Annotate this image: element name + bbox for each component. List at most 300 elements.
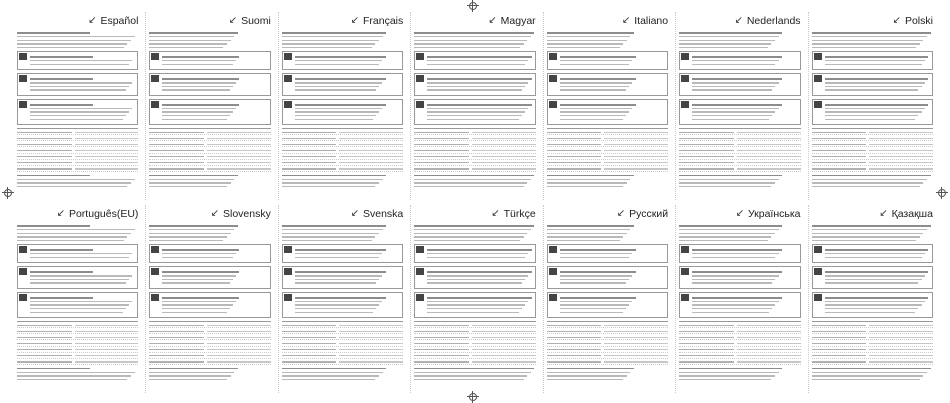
text-line (825, 275, 925, 276)
table-cell (547, 168, 602, 170)
step-marker-icon (19, 101, 27, 108)
table-cell (149, 138, 204, 140)
table-cell (75, 343, 139, 345)
step-marker-icon (681, 268, 689, 275)
text-line (692, 297, 782, 299)
text-line (427, 282, 522, 283)
table-cell (17, 162, 72, 164)
table-cell (737, 349, 801, 351)
text-line (162, 115, 229, 116)
text-line (30, 115, 126, 116)
step-marker-icon (19, 294, 27, 301)
text-line (149, 186, 227, 187)
table-cell (547, 349, 602, 351)
text-line (414, 372, 531, 373)
text-line (30, 111, 129, 112)
table-cell (547, 331, 602, 333)
text-line (427, 253, 528, 254)
registration-mark (467, 0, 479, 12)
text-line (812, 229, 927, 230)
text-line (679, 175, 782, 177)
table-cell (812, 132, 867, 134)
table-cell (737, 132, 801, 134)
text-line (282, 372, 383, 373)
text-line (812, 240, 916, 241)
text-line (812, 368, 931, 370)
table-cell (17, 337, 72, 339)
spec-table (547, 321, 668, 365)
table-row (547, 166, 668, 172)
table-cell (75, 138, 139, 140)
table-cell (812, 349, 867, 351)
table-cell (17, 325, 72, 327)
instruction-box (149, 99, 270, 125)
text-line (427, 115, 522, 116)
step-marker-icon (151, 101, 159, 108)
table-cell (547, 144, 602, 146)
text-line (679, 240, 768, 241)
top-language-row (14, 12, 936, 200)
table-cell (547, 355, 602, 357)
fine-print-text (149, 32, 270, 187)
text-line (149, 236, 227, 237)
language-header (812, 12, 933, 30)
table-cell (869, 355, 933, 357)
instruction-box (17, 292, 138, 318)
text-line (149, 379, 227, 380)
text-line (560, 297, 636, 299)
text-line (692, 249, 782, 251)
text-line (162, 279, 233, 280)
registration-mark (936, 187, 948, 199)
language-title: Nederlands (746, 15, 801, 27)
text-line (812, 179, 927, 180)
table-cell (17, 355, 72, 357)
instruction-box (679, 266, 800, 289)
table-cell (812, 355, 867, 357)
table-row (282, 166, 403, 172)
step-marker-icon (284, 294, 292, 301)
text-line (414, 32, 534, 34)
text-line (295, 271, 386, 273)
text-line (30, 82, 132, 83)
table-cell (75, 325, 139, 327)
language-header (149, 12, 270, 30)
instruction-box (282, 99, 403, 125)
spec-table (17, 321, 138, 365)
table-cell (339, 325, 403, 327)
table-cell (679, 132, 734, 134)
text-line (560, 119, 623, 120)
text-line (149, 175, 238, 177)
step-marker-icon (416, 268, 424, 275)
instruction-box (149, 51, 270, 70)
text-line (679, 47, 768, 48)
text-line (692, 56, 782, 58)
step-marker-icon (19, 246, 27, 253)
text-line (825, 60, 925, 61)
language-title: Português(EU) (68, 208, 139, 220)
text-line (547, 375, 627, 376)
step-marker-icon (549, 246, 557, 253)
table-row (679, 359, 800, 365)
language-title: Français (363, 15, 404, 27)
table-cell (812, 343, 867, 345)
text-line (825, 257, 922, 258)
text-line (679, 43, 771, 44)
text-line (295, 301, 383, 302)
text-line (825, 119, 916, 120)
table-cell (149, 150, 204, 152)
instruction-box (679, 51, 800, 70)
language-column (410, 205, 538, 393)
text-line (414, 225, 534, 227)
text-line (162, 257, 233, 258)
table-cell (414, 162, 469, 164)
table-cell (604, 156, 668, 158)
step-marker-icon (284, 75, 292, 82)
text-line (149, 43, 227, 44)
table-cell (547, 343, 602, 345)
table-cell (149, 361, 204, 363)
language-header (17, 205, 138, 223)
language-column (278, 12, 406, 200)
fine-print-text (149, 225, 270, 380)
text-line (295, 111, 379, 112)
table-row (812, 166, 933, 172)
arrow-northwest-icon: ↙ (621, 15, 631, 26)
language-header (149, 205, 270, 223)
text-line (547, 32, 634, 34)
table-cell (339, 138, 403, 140)
text-line (825, 82, 925, 83)
spec-table (282, 128, 403, 172)
instruction-box (282, 266, 403, 289)
table-cell (339, 150, 403, 152)
step-marker-icon (549, 101, 557, 108)
text-line (825, 304, 922, 305)
table-cell (207, 361, 271, 363)
table-cell (339, 168, 403, 170)
text-line (162, 82, 236, 83)
table-cell (472, 361, 536, 363)
text-line (560, 111, 630, 112)
step-marker-icon (19, 75, 27, 82)
text-line (149, 368, 238, 370)
language-column (808, 205, 936, 393)
fine-print-text (679, 32, 800, 187)
language-header (414, 12, 535, 30)
fine-print-text (812, 32, 933, 187)
arrow-northwest-icon: ↙ (210, 208, 219, 219)
text-line (162, 253, 236, 254)
text-line (17, 40, 131, 41)
table-cell (75, 355, 139, 357)
text-line (825, 108, 925, 109)
text-line (825, 249, 928, 251)
table-cell (414, 168, 469, 170)
table-cell (812, 337, 867, 339)
text-line (427, 257, 525, 258)
text-line (282, 47, 372, 48)
instruction-box (414, 244, 535, 263)
text-line (679, 36, 779, 37)
table-cell (869, 361, 933, 363)
text-line (17, 43, 127, 44)
text-line (692, 257, 775, 258)
table-cell (679, 343, 734, 345)
text-line (17, 375, 131, 376)
step-marker-icon (814, 101, 822, 108)
spec-table (812, 321, 933, 365)
language-title: Slovensky (222, 208, 271, 220)
text-line (692, 60, 778, 61)
language-column (808, 12, 936, 200)
table-cell (679, 325, 734, 327)
instruction-box (547, 73, 668, 96)
instruction-box (282, 292, 403, 318)
text-line (162, 60, 236, 61)
language-header (679, 12, 800, 30)
text-line (30, 304, 129, 305)
instruction-box (17, 99, 138, 125)
text-line (162, 108, 236, 109)
text-line (162, 249, 239, 251)
table-cell (414, 150, 469, 152)
text-line (427, 249, 531, 251)
spec-table (414, 321, 535, 365)
language-column (145, 12, 273, 200)
text-line (427, 308, 522, 309)
table-cell (679, 162, 734, 164)
table-cell (812, 361, 867, 363)
text-line (560, 308, 626, 309)
text-line (295, 82, 383, 83)
text-line (149, 47, 223, 48)
table-cell (869, 331, 933, 333)
table-cell (149, 349, 204, 351)
text-line (560, 282, 626, 283)
fine-print-text (414, 225, 535, 380)
text-line (812, 379, 920, 380)
table-row (414, 166, 535, 172)
text-line (162, 104, 239, 106)
table-cell (282, 138, 337, 140)
table-cell (737, 138, 801, 140)
text-line (295, 275, 383, 276)
table-cell (547, 162, 602, 164)
text-line (427, 304, 525, 305)
text-line (692, 89, 772, 90)
text-line (162, 301, 236, 302)
text-line (414, 229, 531, 230)
text-line (162, 86, 233, 87)
text-line (692, 104, 782, 106)
text-line (295, 104, 386, 106)
table-cell (149, 337, 204, 339)
step-marker-icon (416, 101, 424, 108)
text-line (679, 182, 775, 183)
language-column (675, 12, 803, 200)
language-title: Italiano (634, 15, 669, 27)
text-line (414, 236, 523, 237)
instruction-box (414, 292, 535, 318)
step-marker-icon (681, 75, 689, 82)
table-cell (472, 138, 536, 140)
table-cell (207, 349, 271, 351)
text-line (282, 43, 375, 44)
table-cell (812, 168, 867, 170)
text-line (282, 36, 383, 37)
text-line (282, 32, 386, 34)
table-cell (472, 168, 536, 170)
step-marker-icon (151, 294, 159, 301)
table-cell (604, 162, 668, 164)
text-line (560, 78, 636, 80)
instruction-box (812, 244, 933, 263)
language-title: Suomi (241, 15, 271, 27)
language-column (543, 12, 671, 200)
fine-print-text (547, 225, 668, 380)
text-line (149, 40, 230, 41)
table-cell (339, 162, 403, 164)
table-cell (737, 168, 801, 170)
text-line (427, 108, 528, 109)
text-line (812, 32, 931, 34)
text-line (812, 186, 920, 187)
table-cell (812, 162, 867, 164)
text-line (692, 82, 778, 83)
text-line (162, 297, 239, 299)
language-header (414, 205, 535, 223)
text-line (30, 312, 123, 313)
table-cell (737, 361, 801, 363)
text-line (30, 297, 93, 299)
step-marker-icon (814, 75, 822, 82)
language-column (543, 205, 671, 393)
step-marker-icon (814, 246, 822, 253)
instruction-box (414, 51, 535, 70)
table-cell (869, 144, 933, 146)
text-line (825, 89, 919, 90)
table-cell (812, 150, 867, 152)
step-marker-icon (151, 75, 159, 82)
text-line (812, 375, 924, 376)
text-line (812, 43, 920, 44)
text-line (162, 304, 233, 305)
text-line (149, 32, 238, 34)
arrow-northwest-icon: ↙ (88, 15, 97, 26)
language-column (14, 205, 141, 393)
language-title: Magyar (500, 15, 536, 27)
step-marker-icon (416, 294, 424, 301)
language-title: Español (100, 15, 139, 27)
table-cell (547, 138, 602, 140)
text-line (282, 40, 379, 41)
text-line (560, 60, 633, 61)
text-line (812, 236, 920, 237)
text-line (30, 271, 93, 273)
text-line (692, 108, 778, 109)
table-cell (17, 132, 72, 134)
text-line (547, 47, 620, 48)
instruction-box (547, 99, 668, 125)
text-line (825, 56, 928, 58)
instruction-box (17, 73, 138, 96)
table-cell (472, 355, 536, 357)
table-row (414, 359, 535, 365)
table-cell (547, 132, 602, 134)
instruction-box (149, 292, 270, 318)
table-cell (414, 132, 469, 134)
text-line (560, 279, 630, 280)
step-marker-icon (416, 53, 424, 60)
text-line (679, 372, 779, 373)
step-marker-icon (19, 268, 27, 275)
text-line (825, 297, 928, 299)
text-line (149, 372, 234, 373)
text-line (17, 379, 127, 380)
text-line (282, 379, 375, 380)
table-cell (869, 349, 933, 351)
table-cell (17, 343, 72, 345)
text-line (692, 271, 782, 273)
spec-table (149, 321, 270, 365)
text-line (162, 308, 229, 309)
step-marker-icon (284, 246, 292, 253)
text-line (825, 271, 928, 273)
spec-table (812, 128, 933, 172)
table-cell (679, 138, 734, 140)
text-line (692, 111, 775, 112)
arrow-northwest-icon: ↙ (491, 208, 500, 219)
text-line (295, 249, 386, 251)
table-cell (414, 355, 469, 357)
text-line (427, 271, 531, 273)
text-line (282, 240, 372, 241)
text-line (30, 257, 129, 258)
text-line (547, 36, 631, 37)
step-marker-icon (814, 268, 822, 275)
table-cell (414, 138, 469, 140)
text-line (149, 233, 230, 234)
table-cell (414, 337, 469, 339)
arrow-northwest-icon: ↙ (616, 208, 626, 219)
table-cell (149, 331, 204, 333)
table-cell (869, 337, 933, 339)
instruction-box (679, 73, 800, 96)
step-marker-icon (151, 246, 159, 253)
table-row (282, 359, 403, 365)
instruction-box (414, 73, 535, 96)
language-column (410, 12, 538, 200)
fine-print-text (547, 32, 668, 187)
text-line (414, 40, 527, 41)
instruction-box (149, 266, 270, 289)
text-line (295, 60, 383, 61)
text-line (679, 225, 782, 227)
table-cell (414, 325, 469, 327)
table-cell (207, 150, 271, 152)
text-line (295, 89, 376, 90)
text-line (295, 312, 373, 313)
text-line (17, 240, 124, 241)
text-line (427, 82, 528, 83)
table-cell (75, 331, 139, 333)
text-line (295, 115, 376, 116)
arrow-northwest-icon: ↙ (350, 15, 359, 26)
text-line (679, 229, 779, 230)
